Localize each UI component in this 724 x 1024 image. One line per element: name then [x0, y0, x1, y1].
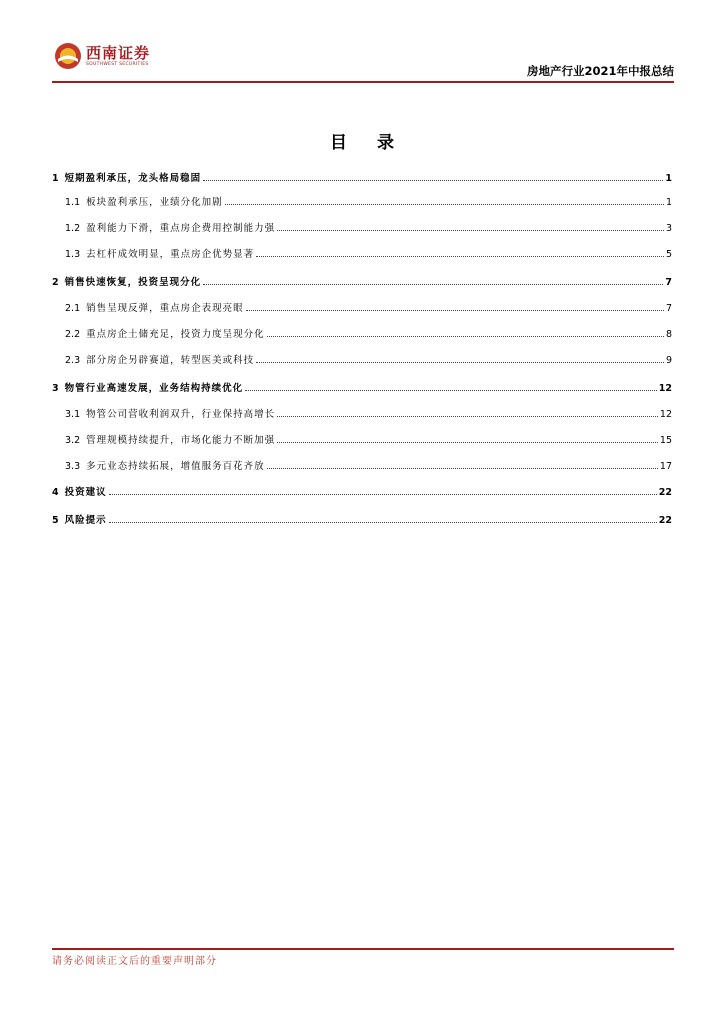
toc-leader-dots	[277, 441, 658, 443]
toc-entry-number: 1.3	[65, 249, 81, 260]
toc-entry-title: 重点房企土储充足，投资力度呈现分化	[86, 329, 265, 340]
toc-entry-number: 1.1	[65, 197, 81, 208]
page-header	[52, 38, 674, 84]
footer-divider	[52, 948, 674, 950]
toc-subsection-link[interactable]	[52, 328, 672, 342]
toc-subsection-link[interactable]	[52, 196, 672, 210]
toc-page-number: 12	[659, 409, 672, 420]
company-logo	[54, 42, 150, 70]
toc-section-link[interactable]	[52, 382, 672, 396]
logo-chinese-name: 西南证券	[86, 43, 151, 62]
toc-entry-number: 4	[52, 487, 59, 498]
toc-entry-number: 3.2	[65, 435, 81, 446]
toc-entry-number: 2.3	[65, 355, 81, 366]
toc-subsection-link[interactable]	[52, 434, 672, 448]
toc-leader-dots	[256, 255, 664, 257]
toc-leader-dots	[277, 229, 664, 231]
toc-section-link[interactable]	[52, 172, 672, 186]
toc-page-number: 22	[658, 487, 672, 498]
toc-subsection-link[interactable]	[52, 222, 672, 236]
toc-page-number: 1	[665, 197, 672, 208]
toc-entry-number: 3	[52, 383, 59, 394]
toc-section-link[interactable]	[52, 276, 672, 290]
toc-entry-number: 3.1	[65, 409, 81, 420]
toc-entry-title: 部分房企另辟赛道，转型医美或科技	[86, 355, 255, 366]
toc-leader-dots	[246, 309, 664, 311]
toc-leader-dots	[203, 283, 663, 285]
toc-entry-title: 投资建议	[64, 487, 107, 498]
footer-notice: 请务必阅读正文后的重要声明部分	[52, 956, 217, 967]
toc-subsection-link[interactable]	[52, 408, 672, 422]
toc-entry-number: 3.3	[65, 461, 81, 472]
toc-leader-dots	[203, 179, 663, 181]
toc-entry-number: 2.1	[65, 303, 81, 314]
toc-entry-title: 管理规模持续提升，市场化能力不断加强	[86, 435, 276, 446]
toc-page-number: 7	[665, 303, 672, 314]
report-title: 房地产行业2021年中报总结	[526, 64, 674, 78]
toc-page-number: 7	[665, 277, 672, 288]
toc-entry-title: 板块盈利承压，业绩分化加剧	[86, 197, 223, 208]
toc-page-number: 17	[659, 461, 672, 472]
toc-page-number: 15	[659, 435, 672, 446]
logo-icon	[54, 42, 82, 70]
toc-leader-dots	[245, 389, 657, 391]
toc-subsection-link[interactable]	[52, 302, 672, 316]
toc-page-number: 8	[665, 329, 672, 340]
logo-english-name: SOUTHWEST SECURITIES	[86, 61, 149, 67]
toc-subsection-link[interactable]	[52, 248, 672, 262]
header-divider	[52, 81, 674, 83]
toc-entry-number: 1.2	[65, 223, 81, 234]
toc-leader-dots	[267, 467, 658, 469]
toc-entry-title: 销售呈现反弹，重点房企表现亮眼	[86, 303, 244, 314]
toc-leader-dots	[277, 415, 658, 417]
toc-subsection-link[interactable]	[52, 354, 672, 368]
toc-entry-title: 物管公司营收利润双升，行业保持高增长	[86, 409, 276, 420]
toc-entry-title: 短期盈利承压，龙头格局稳固	[64, 173, 202, 184]
toc-page-number: 9	[665, 355, 672, 366]
toc-entry-title: 盈利能力下滑，重点房企费用控制能力强	[86, 223, 276, 234]
toc-leader-dots	[267, 335, 664, 337]
toc-leader-dots	[109, 521, 657, 523]
toc-heading: 目 录	[330, 133, 406, 153]
toc-entry-number: 2	[52, 277, 59, 288]
toc-page-number: 3	[665, 223, 672, 234]
toc-entry-title: 销售快速恢复，投资呈现分化	[64, 277, 202, 288]
toc-entry-title: 物管行业高速发展，业务结构持续优化	[64, 383, 244, 394]
toc-entry-title: 风险提示	[64, 515, 107, 526]
toc-entry-number: 1	[52, 173, 59, 184]
toc-entry-number: 5	[52, 515, 59, 526]
toc-section-link[interactable]	[52, 486, 672, 500]
toc-page-number: 12	[658, 383, 672, 394]
toc-entry-title: 去杠杆成效明显，重点房企优势显著	[86, 249, 255, 260]
toc-page-number: 5	[665, 249, 672, 260]
toc-leader-dots	[109, 493, 657, 495]
toc-entry-number: 2.2	[65, 329, 81, 340]
toc-page-number: 22	[658, 515, 672, 526]
toc-leader-dots	[225, 203, 664, 205]
toc-subsection-link[interactable]	[52, 460, 672, 474]
toc-entry-title: 多元业态持续拓展，增值服务百花齐放	[86, 461, 265, 472]
toc-page-number: 1	[665, 173, 672, 184]
toc-leader-dots	[256, 361, 664, 363]
toc-section-link[interactable]	[52, 514, 672, 528]
